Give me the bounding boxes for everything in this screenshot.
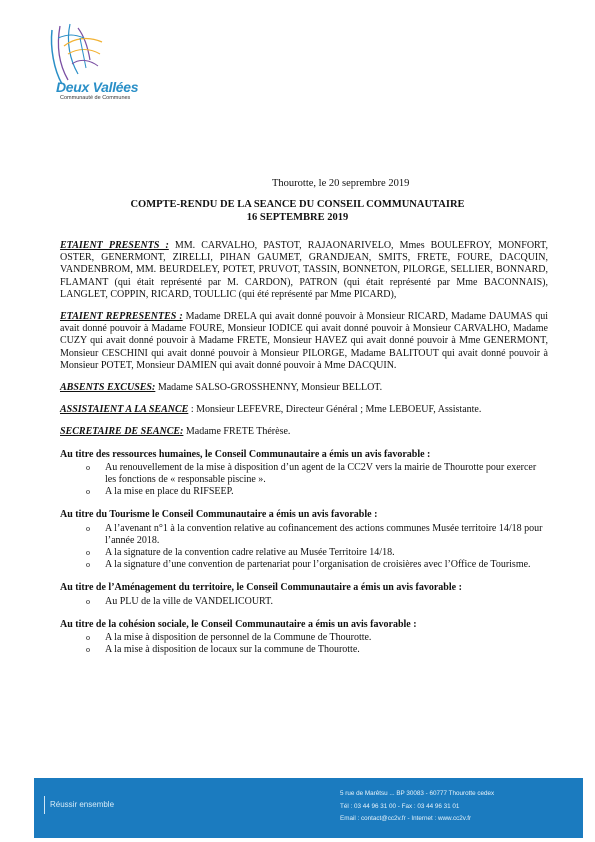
bullet-icon: o bbox=[86, 645, 90, 655]
assistaient-text: : Monsieur LEFEVRE, Directeur Général ; Mme LEBOEUF, Assistante. bbox=[188, 404, 482, 416]
footer-divider bbox=[44, 796, 45, 814]
section-tourisme bbox=[60, 509, 548, 571]
bullet-icon: o bbox=[86, 560, 90, 570]
list-item: o A la mise en place du RIFSEEP. bbox=[86, 486, 234, 498]
presents-label: ETAIENT PRESENTS : bbox=[60, 240, 169, 251]
logo-text: Deux Vallées bbox=[56, 79, 139, 95]
absents-label: ABSENTS EXCUSES: bbox=[60, 382, 156, 394]
bullet-icon: o bbox=[86, 633, 90, 643]
document-title bbox=[0, 198, 595, 224]
title-line-2: 16 SEPTEMBRE 2019 bbox=[246, 212, 349, 223]
logo-subtitle: Communauté de Communes bbox=[60, 95, 131, 101]
list-item: o A l’avenant n°1 à la convention relative au cofinancement des actions communes Musée territoire 14/18 pour l’année 2018. bbox=[86, 522, 543, 546]
bullet-icon: o bbox=[86, 548, 90, 558]
document-body bbox=[60, 240, 548, 667]
date-line: Thourotte, le 20 seprembre 2019 bbox=[272, 178, 410, 189]
section-heading: Au titre de la cohésion sociale, le Conseil Communautaire a émis un avis favorable : bbox=[60, 618, 417, 630]
list-item: o A la mise à disposition de locaux sur la commune de Thourotte. bbox=[86, 644, 360, 656]
bullet-icon: o bbox=[86, 462, 90, 472]
presents-text: MM. CARVALHO, PASTOT, RAJAONARIVELO, Mmes BOULEFROY, MONFORT, OSTER, GENERMONT, ZIRELLI, PIHAN GAUMET, GRANDJEAN, SMITS, FRETE, FOURE, DACQUIN, VANDENBROM, MM. BEURDELEY, POTET, PRUVOT, TASSIN, BONNETON, PILORGE, SELLIER, BONNARD, FLAMANT (qui était représenté par M. CARDON), PATRON (qui était représenté par Mme BACONNAIS), LANGLET, COPPIN, RICARD, TOULLIC (qui été représenté par Mme PICARD), bbox=[60, 240, 548, 300]
list-item: o A la signature d’une convention de partenariat pour l’organisation de croisières avec l’Office de Tourisme. bbox=[86, 559, 531, 571]
footer-address: 5 rue de Marêtsu ... BP 30083 - 60777 Thourotte cedex bbox=[340, 790, 495, 797]
assistaient-paragraph bbox=[60, 404, 548, 416]
secretaire-label: SECRETAIRE DE SEANCE: bbox=[60, 426, 184, 438]
bullet-icon: o bbox=[86, 487, 90, 497]
list-item: o A la mise à disposition de personnel de la Commune de Thourotte. bbox=[86, 632, 372, 644]
representes-label: ETAIENT REPRESENTES : bbox=[60, 311, 183, 323]
bullet-icon: o bbox=[86, 523, 90, 533]
representes-paragraph bbox=[60, 311, 548, 372]
list-item: o A la signature de la convention cadre relative au Musée Territoire 14/18. bbox=[86, 547, 395, 559]
bullet-icon: o bbox=[86, 596, 90, 606]
footer-slogan: Réussir ensemble bbox=[50, 800, 115, 809]
section-ressources-humaines bbox=[60, 449, 548, 499]
list-item: o Au renouvellement de la mise à disposition d’un agent de la CC2V vers la mairie de Thourotte pour exercer les fonctions de « responsable piscine ». bbox=[86, 461, 537, 486]
section-heading: Au titre du Tourisme le Conseil Communautaire a émis un avis favorable : bbox=[60, 509, 378, 521]
secretaire-paragraph bbox=[60, 426, 548, 438]
list-item: o Au PLU de la ville de VANDELICOURT. bbox=[86, 595, 273, 607]
section-heading: Au titre des ressources humaines, le Conseil Communautaire a émis un avis favorable : bbox=[60, 448, 431, 460]
footer-email: Email : contact@cc2v.fr - Internet : www.cc2v.fr bbox=[340, 815, 472, 822]
absents-text: Madame SALSO-GROSSHENNY, Monsieur BELLOT. bbox=[155, 382, 383, 394]
section-amenagement bbox=[60, 582, 548, 607]
footer-phone: Tél : 03 44 96 31 00 - Fax : 03 44 96 31 01 bbox=[340, 802, 460, 810]
absents-paragraph bbox=[60, 382, 548, 394]
footer-contact bbox=[340, 788, 494, 826]
section-cohesion-sociale bbox=[60, 619, 548, 657]
title-line-1: COMPTE-RENDU DE LA SEANCE DU CONSEIL COMMUNAUTAIRE bbox=[130, 199, 465, 210]
secretaire-text: Madame FRETE Thérèse. bbox=[183, 426, 291, 438]
footer-band bbox=[34, 778, 583, 838]
representes-text: Madame DRELA qui avait donné pouvoir à Monsieur RICARD, Madame DAUMAS qui avait donné pouvoir à Madame FOURE, Monsieur IODICE qui avait donné pouvoir à Monsieur CARVALHO, Madame CUZY qui avait donné pouvoir à Madame FRETE, Monsieur HAVEZ qui avait donné pouvoir à Mme GENERMONT, Monsieur CESCHINI qui avait donné pouvoir à Monsieur PILORGE, Madame BALITOUT qui avait donné pouvoir à Monsieur POTET, Monsieur DAMIEN qui avait donné pouvoir à Mme DACQUIN. bbox=[60, 311, 548, 371]
presents-paragraph bbox=[60, 240, 548, 301]
assistaient-label: ASSISTAIENT A LA SEANCE bbox=[60, 404, 189, 416]
section-heading: Au titre de l’Aménagement du territoire, le Conseil Communautaire a émis un avis favorable : bbox=[60, 582, 462, 594]
